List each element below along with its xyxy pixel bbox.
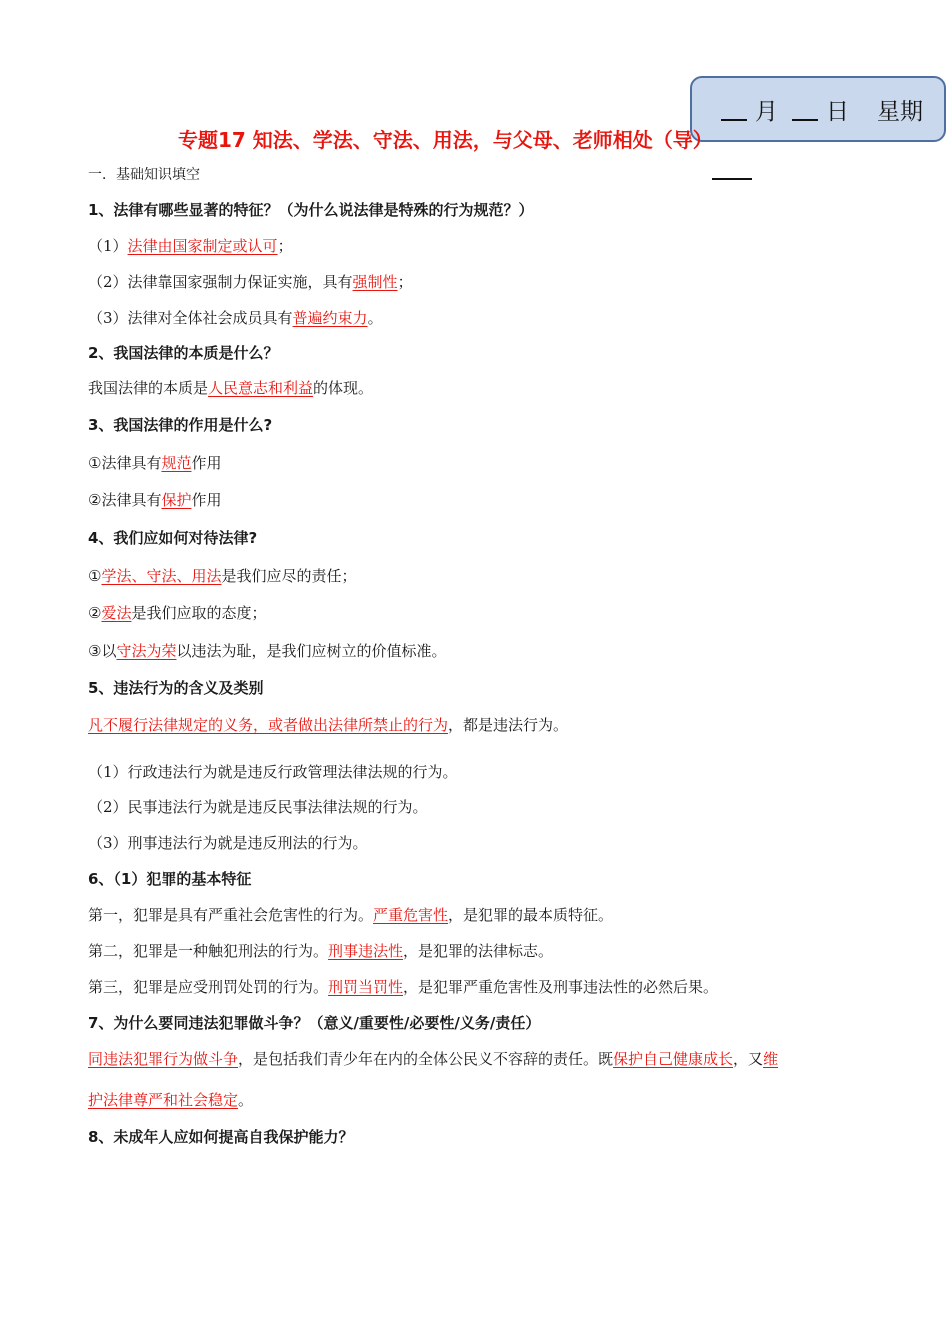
question-5: 5、违法行为的含义及类别 bbox=[88, 679, 264, 697]
answer-blank: 严重危害性 bbox=[373, 906, 449, 924]
answer-3-2: ②法律具有保护作用 bbox=[88, 491, 222, 509]
answer-4-2: ②爱法是我们应取的态度； bbox=[88, 604, 267, 622]
month-blank bbox=[721, 97, 747, 121]
page-title: 专题17 知法、学法、守法、用法，与父母、老师相处（导） bbox=[178, 128, 713, 152]
answer-5-1: （1）行政违法行为就是违反行政管理法律法规的行为。 bbox=[88, 763, 458, 781]
answer-7-line-1: 同违法犯罪行为做斗争，是包括我们青少年在内的全体公民义不容辞的责任。既保护自己健康成长，又维 bbox=[88, 1050, 779, 1068]
answer-2: 我国法律的本质是人民意志和利益的体现。 bbox=[88, 379, 374, 397]
answer-6-2: 第二，犯罪是一种触犯刑法的行为。刑事违法性，是犯罪的法律标志。 bbox=[88, 942, 554, 960]
answer-blank: 刑事违法性 bbox=[328, 942, 404, 960]
question-4: 4、我们应如何对待法律? bbox=[88, 529, 258, 547]
question-6: 6、（1）犯罪的基本特征 bbox=[88, 870, 252, 888]
answer-6-1: 第一，犯罪是具有严重社会危害性的行为。严重危害性，是犯罪的最本质特征。 bbox=[88, 906, 614, 924]
month-label: 月 bbox=[755, 98, 778, 125]
answer-1-1: （1）法律由国家制定或认可； bbox=[88, 237, 293, 255]
answer-5: 凡不履行法律规定的义务，或者做出法律所禁止的行为，都是违法行为。 bbox=[88, 716, 569, 734]
answer-blank: 人民意志和利益 bbox=[208, 379, 314, 397]
question-7: 7、为什么要同违法犯罪做斗争？（意义/重要性/必要性/义务/责任） bbox=[88, 1014, 541, 1032]
answer-blank: 刑罚当罚性 bbox=[328, 978, 404, 996]
day-label: 日 bbox=[826, 98, 849, 125]
answer-4-3: ③以守法为荣以违法为耻，是我们应树立的价值标准。 bbox=[88, 642, 447, 660]
answer-blank: 守法为荣 bbox=[116, 642, 177, 660]
answer-blank: 普遍约束力 bbox=[292, 309, 368, 327]
answer-5-2: （2）民事违法行为就是违反民事法律法规的行为。 bbox=[88, 798, 428, 816]
day-blank bbox=[792, 97, 818, 121]
answer-7-line-2: 护法律尊严和社会稳定。 bbox=[88, 1091, 254, 1109]
section-heading: 一．基础知识填空 bbox=[88, 167, 200, 183]
question-8: 8、未成年人应如何提高自我保护能力？ bbox=[88, 1128, 354, 1146]
answer-blank: 规范 bbox=[161, 454, 192, 472]
answer-1-2: （2）法律靠国家强制力保证实施，具有强制性； bbox=[88, 273, 413, 291]
answer-blank: 护法律尊严和社会稳定 bbox=[88, 1091, 239, 1109]
answer-blank: 凡不履行法律规定的义务，或者做出法律所禁止的行为 bbox=[88, 716, 449, 734]
question-1: 1、法律有哪些显著的特征？（为什么说法律是特殊的行为规范？） bbox=[88, 201, 534, 219]
answer-5-3: （3）刑事违法行为就是违反刑法的行为。 bbox=[88, 834, 368, 852]
question-2: 2、我国法律的本质是什么？ bbox=[88, 344, 279, 362]
answer-blank: 保护自己健康成长 bbox=[613, 1050, 734, 1068]
answer-blank: 法律由国家制定或认可 bbox=[127, 237, 278, 255]
answer-6-3: 第三，犯罪是应受刑罚处罚的行为。刑罚当罚性，是犯罪严重危害性及刑事违法性的必然后果。 bbox=[88, 978, 719, 996]
answer-blank: 强制性 bbox=[352, 273, 398, 291]
question-3: 3、我国法律的作用是什么? bbox=[88, 416, 273, 434]
answer-3-1: ①法律具有规范作用 bbox=[88, 454, 222, 472]
answer-blank: 学法、守法、用法 bbox=[101, 567, 222, 585]
answer-blank: 爱法 bbox=[101, 604, 132, 622]
answer-blank: 同违法犯罪行为做斗争 bbox=[88, 1050, 239, 1068]
answer-4-1: ①学法、守法、用法是我们应尽的责任； bbox=[88, 567, 357, 585]
weekday-label: 星期 bbox=[877, 98, 923, 125]
answer-blank: 保护 bbox=[161, 491, 192, 509]
answer-blank: 维 bbox=[763, 1050, 779, 1068]
answer-1-3: （3）法律对全体社会成员具有普遍约束力。 bbox=[88, 309, 383, 327]
